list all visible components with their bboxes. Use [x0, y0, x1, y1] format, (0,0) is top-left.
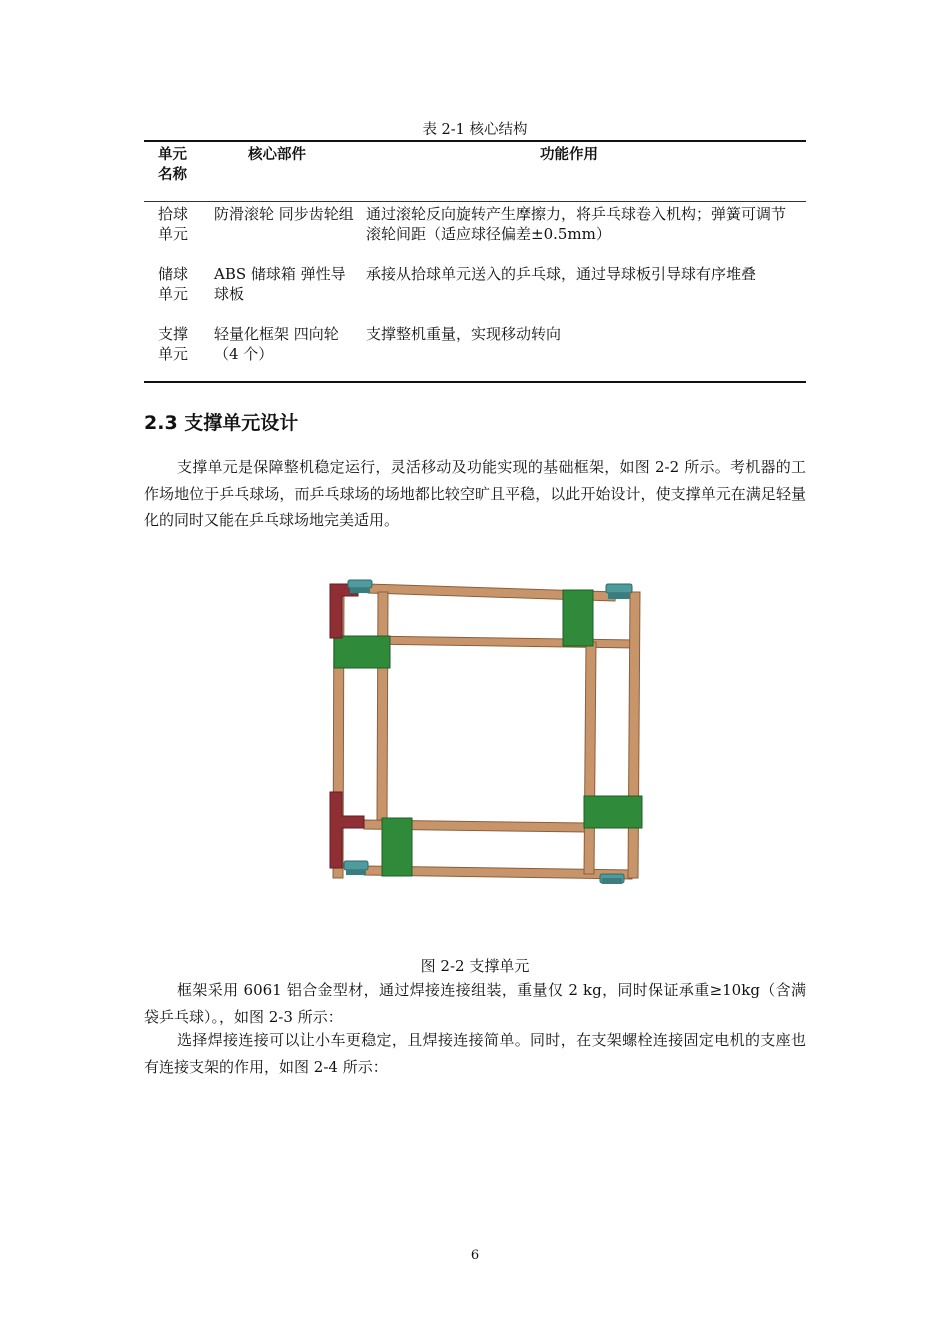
body-paragraph: 支撑单元是保障整机稳定运行，灵活移动及功能实现的基础框架，如图 2-2 所示。考机器的工作场地位于乒乓球场，而乒乓球场的场地都比较空旷且平稳，以此开始设计，使支撑单元在满足轻量化的同时又能在乒乓球场地完美适用。 [144, 458, 806, 529]
support-frame-figure [328, 578, 646, 886]
table-cell-function: 支撑整机重量，实现移动转向 [366, 325, 562, 343]
table-header-rule [144, 201, 806, 202]
table-caption: 表 2-1 核心结构 [422, 122, 528, 138]
table-cell-unit: 拾球单元 [158, 205, 189, 243]
table-cell-parts: 防滑滚轮 同步齿轮组 [214, 205, 354, 223]
table-header-parts: 核心部件 [248, 147, 306, 163]
page-number: 6 [470, 1248, 480, 1263]
wheel-icon [344, 861, 368, 875]
table-cell-parts: 轻量化框架 四向轮（4 个） [214, 325, 339, 363]
wheel-icon [600, 874, 624, 884]
figure-caption: 图 2-2 支撑单元 [420, 957, 530, 975]
table-cell-function: 承接从拾球单元送入的乒乓球，通过导球板引导球有序堆叠 [366, 265, 757, 283]
table-cell-unit: 储球单元 [158, 265, 189, 303]
table-bottom-rule [144, 381, 806, 383]
table-cell-parts: ABS 储球箱 弹性导球板 [214, 265, 346, 303]
table-header-function: 功能作用 [540, 147, 598, 163]
table-cell-function: 通过滚轮反向旋转产生摩擦力，将乒乓球卷入机构；弹簧可调节滚轮间距（适应球径偏差±0.5mm） [366, 205, 787, 243]
table-cell-unit: 支撑单元 [158, 325, 189, 363]
body-paragraph: 选择焊接连接可以让小车更稳定，且焊接连接简单。同时，在支架螺栓连接固定电机的支座也有连接支架的作用，如图 2-4 所示： [144, 1031, 806, 1076]
wheel-icon [348, 580, 372, 593]
section-title: 2.3 支撑单元设计 [144, 412, 299, 434]
body-paragraph: 框架采用 6061 铝合金型材，通过焊接连接组装，重量仅 2 kg，同时保证承重≥10kg（含满袋乒乓球）。，如图 2-3 所示： [144, 981, 806, 1026]
frame-rails [333, 584, 640, 879]
wheel-icon [606, 584, 632, 599]
table-header-unit: 单元名称 [158, 147, 187, 183]
table-top-rule [144, 140, 806, 142]
